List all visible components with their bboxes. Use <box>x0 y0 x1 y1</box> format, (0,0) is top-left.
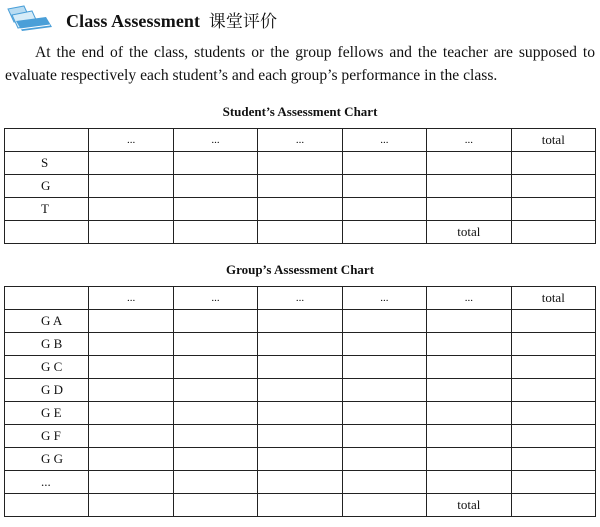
table-header-cell <box>5 287 89 310</box>
score-cell <box>342 198 426 221</box>
table-header-cell: ... <box>258 287 342 310</box>
score-cell <box>173 152 257 175</box>
score-cell <box>342 310 426 333</box>
footer-total-label: total <box>427 221 511 244</box>
score-cell <box>511 333 595 356</box>
intro-paragraph: At the end of the class, students or the group fellows and the teacher are supposed to evaluate respectively each student’s and each group’s performance in the class. <box>5 44 595 84</box>
row-label: G F <box>5 425 89 448</box>
score-cell <box>89 402 173 425</box>
score-cell <box>258 356 342 379</box>
table-row <box>5 402 596 425</box>
footer-cell <box>173 221 257 244</box>
footer-cell <box>5 221 89 244</box>
group-chart-title: Group’s Assessment Chart <box>225 262 375 277</box>
table-row <box>5 333 596 356</box>
title-en: Class Assessment <box>66 10 201 31</box>
table-header-cell: ... <box>89 287 173 310</box>
score-cell <box>89 310 173 333</box>
footer-cell <box>511 221 595 244</box>
score-cell <box>258 198 342 221</box>
score-cell <box>427 379 511 402</box>
score-cell <box>173 356 257 379</box>
score-cell <box>89 333 173 356</box>
table-row <box>5 379 596 402</box>
group-assessment-table <box>4 286 596 517</box>
score-cell <box>173 471 257 494</box>
table-row <box>5 175 596 198</box>
table-header-cell: ... <box>427 287 511 310</box>
score-cell <box>511 152 595 175</box>
table-row <box>5 471 596 494</box>
table-header-cell <box>5 129 89 152</box>
score-cell <box>511 471 595 494</box>
score-cell <box>427 425 511 448</box>
table-row <box>5 198 596 221</box>
table-row <box>5 310 596 333</box>
score-cell <box>427 402 511 425</box>
score-cell <box>511 310 595 333</box>
row-label: S <box>5 152 89 175</box>
score-cell <box>427 310 511 333</box>
score-cell <box>89 425 173 448</box>
score-cell <box>511 425 595 448</box>
score-cell <box>342 425 426 448</box>
table-header-cell: total <box>511 287 595 310</box>
score-cell <box>258 471 342 494</box>
score-cell <box>342 471 426 494</box>
student-assessment-table <box>4 128 596 244</box>
score-cell <box>173 198 257 221</box>
score-cell <box>342 448 426 471</box>
score-cell <box>342 175 426 198</box>
table-header-row <box>5 129 596 152</box>
score-cell <box>258 448 342 471</box>
score-cell <box>427 175 511 198</box>
score-cell <box>511 175 595 198</box>
row-label: ... <box>5 471 89 494</box>
score-cell <box>89 356 173 379</box>
row-label: G <box>5 175 89 198</box>
row-label: G G <box>5 448 89 471</box>
score-cell <box>427 356 511 379</box>
score-cell <box>258 379 342 402</box>
student-chart-title: Student’s Assessment Chart <box>222 104 378 119</box>
score-cell <box>89 379 173 402</box>
footer-cell <box>89 494 173 517</box>
score-cell <box>89 448 173 471</box>
score-cell <box>258 310 342 333</box>
footer-cell <box>342 221 426 244</box>
score-cell <box>258 425 342 448</box>
score-cell <box>511 379 595 402</box>
table-footer-row <box>5 494 596 517</box>
score-cell <box>342 379 426 402</box>
footer-cell <box>342 494 426 517</box>
score-cell <box>427 333 511 356</box>
footer-total-label: total <box>427 494 511 517</box>
row-label: T <box>5 198 89 221</box>
page-title <box>66 7 277 32</box>
score-cell <box>342 152 426 175</box>
score-cell <box>511 448 595 471</box>
row-label: G E <box>5 402 89 425</box>
footer-cell <box>89 221 173 244</box>
score-cell <box>89 175 173 198</box>
row-label: G B <box>5 333 89 356</box>
table-footer-row <box>5 221 596 244</box>
table-header-cell: ... <box>173 129 257 152</box>
score-cell <box>342 356 426 379</box>
score-cell <box>89 198 173 221</box>
table-header-cell: ... <box>427 129 511 152</box>
row-label: G A <box>5 310 89 333</box>
table-header-row <box>5 287 596 310</box>
table-row <box>5 356 596 379</box>
score-cell <box>258 175 342 198</box>
score-cell <box>173 175 257 198</box>
title-cn: 课堂评价 <box>208 11 278 32</box>
footer-cell <box>258 221 342 244</box>
footer-cell <box>5 494 89 517</box>
score-cell <box>258 333 342 356</box>
score-cell <box>427 448 511 471</box>
score-cell <box>89 471 173 494</box>
footer-cell <box>258 494 342 517</box>
score-cell <box>427 198 511 221</box>
table-header-cell: total <box>511 129 595 152</box>
score-cell <box>173 448 257 471</box>
book-stack-icon <box>6 5 56 33</box>
table-header-cell: ... <box>342 129 426 152</box>
score-cell <box>427 152 511 175</box>
footer-cell <box>511 494 595 517</box>
table-header-cell: ... <box>89 129 173 152</box>
score-cell <box>173 402 257 425</box>
score-cell <box>173 379 257 402</box>
table-row <box>5 425 596 448</box>
row-label: G D <box>5 379 89 402</box>
score-cell <box>511 198 595 221</box>
table-header-cell: ... <box>342 287 426 310</box>
table-header-cell: ... <box>258 129 342 152</box>
footer-cell <box>173 494 257 517</box>
page-header <box>6 4 277 34</box>
score-cell <box>258 402 342 425</box>
score-cell <box>258 152 342 175</box>
score-cell <box>511 356 595 379</box>
score-cell <box>173 310 257 333</box>
score-cell <box>173 333 257 356</box>
score-cell <box>89 152 173 175</box>
score-cell <box>342 402 426 425</box>
score-cell <box>173 425 257 448</box>
score-cell <box>427 471 511 494</box>
table-row <box>5 448 596 471</box>
table-header-cell: ... <box>173 287 257 310</box>
row-label: G C <box>5 356 89 379</box>
table-row <box>5 152 596 175</box>
score-cell <box>511 402 595 425</box>
score-cell <box>342 333 426 356</box>
